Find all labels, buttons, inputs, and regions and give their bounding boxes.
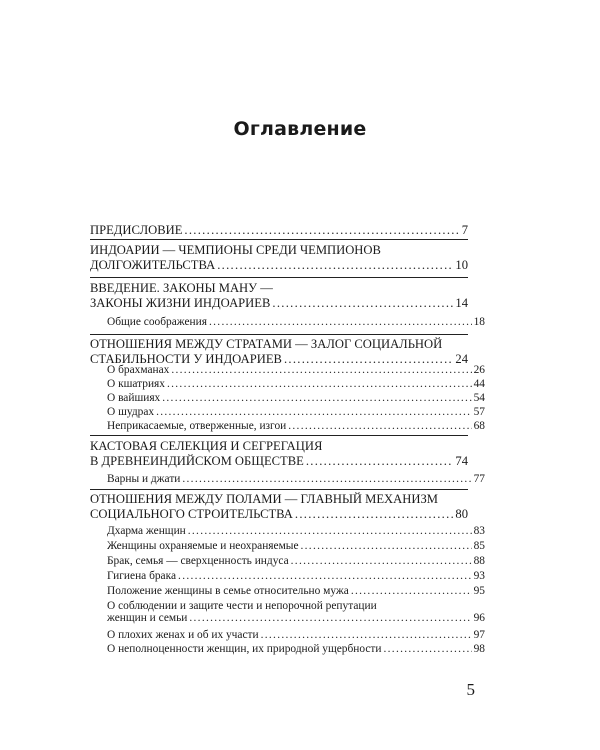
- toc-entry-title: Дхарма женщин: [107, 525, 186, 537]
- toc-entry-title-line: КАСТОВАЯ СЕЛЕКЦИЯ И СЕГРЕГАЦИЯ: [90, 439, 323, 453]
- toc-page-number: 88: [473, 555, 485, 567]
- toc-page-number: 18: [473, 316, 485, 328]
- toc-page-number: 96: [473, 612, 485, 624]
- toc-entry-preface[interactable]: [90, 223, 468, 238]
- leader-dots: [301, 540, 472, 552]
- toc-entry-title: Неприкасаемые, отверженные, изгои: [107, 420, 287, 432]
- toc-page-number: 85: [473, 540, 485, 552]
- toc-page-number: 93: [473, 570, 485, 582]
- toc-page-number: 80: [455, 507, 468, 521]
- toc-entry-title: Общие соображения: [107, 316, 207, 328]
- leader-dots: [295, 507, 454, 522]
- leader-dots: [182, 473, 471, 485]
- toc-entry-title-line: О соблюдении и защите чести и непорочной репутации: [107, 600, 377, 612]
- toc-subentry-shudras[interactable]: [90, 406, 485, 418]
- section-divider: [90, 239, 468, 240]
- leader-dots: [272, 296, 453, 311]
- leader-dots: [384, 643, 472, 655]
- toc-page-number: 77: [473, 473, 485, 485]
- toc-page-number: 44: [473, 378, 485, 390]
- leader-dots: [178, 570, 472, 582]
- toc-entry-title: О неполноценности женщин, их природной ущербности: [107, 643, 382, 655]
- leader-dots: [184, 223, 459, 238]
- toc-subentry-untouchables[interactable]: [90, 420, 485, 432]
- toc-entry-title-line: ОТНОШЕНИЯ МЕЖДУ ПОЛАМИ — ГЛАВНЫЙ МЕХАНИЗМ: [90, 492, 438, 506]
- toc-entry-title: ДОЛГОЖИТЕЛЬСТВА: [90, 258, 216, 272]
- leader-dots: [306, 454, 454, 469]
- toc-page-number: 74: [455, 454, 468, 468]
- toc-page-number: 68: [473, 420, 485, 432]
- leader-dots: [189, 612, 471, 624]
- toc-subentry-kshatriyas[interactable]: [90, 378, 485, 390]
- contents-heading: Оглавление: [233, 118, 367, 140]
- toc-entry-title: СОЦИАЛЬНОГО СТРОИТЕЛЬСТВА: [90, 507, 293, 521]
- toc-entry-title-line: ВВЕДЕНИЕ. ЗАКОНЫ МАНУ —: [90, 281, 273, 295]
- toc-subentry-varnas-jatis[interactable]: [90, 473, 485, 485]
- toc-subentry-marriage-hygiene[interactable]: [90, 570, 485, 582]
- toc-page-number: 54: [473, 392, 485, 404]
- section-divider: [90, 277, 468, 278]
- toc-page-number: 95: [473, 585, 485, 597]
- toc-page-number: 98: [473, 643, 485, 655]
- toc-entry-title: О плохих женах и об их участи: [107, 629, 259, 641]
- toc-page-number: 14: [455, 296, 468, 310]
- toc-subentry-women-inferiority[interactable]: [90, 643, 485, 655]
- toc-subentry-woman-position[interactable]: [90, 585, 485, 597]
- leader-dots: [288, 420, 471, 432]
- toc-page-number: 83: [473, 525, 485, 537]
- leader-dots: [167, 378, 472, 390]
- toc-entry-title: О шудрах: [107, 406, 155, 418]
- toc-entry-title: Положение женщины в семье относительно мужа: [107, 585, 349, 597]
- leader-dots: [156, 406, 472, 418]
- section-divider: [90, 489, 468, 490]
- toc-entry-title-line: ИНДОАРИИ — ЧЕМПИОНЫ СРЕДИ ЧЕМПИОНОВ: [90, 243, 381, 257]
- toc-page-number: 97: [473, 629, 485, 641]
- toc-entry-title: Женщины охраняемые и неохраняемые: [107, 540, 299, 552]
- leader-dots: [188, 525, 472, 537]
- section-divider: [90, 334, 468, 335]
- toc-entry-title: О кшатриях: [107, 378, 165, 390]
- leader-dots: [162, 392, 471, 404]
- page-number: 5: [466, 680, 475, 699]
- toc-entry-gender-relations[interactable]: [90, 492, 468, 522]
- toc-subentry-brahmins[interactable]: [90, 364, 485, 376]
- leader-dots: [351, 585, 472, 597]
- toc-subentry-womens-dharma[interactable]: [90, 525, 485, 537]
- toc-subentry-honor-reputation[interactable]: [90, 600, 485, 624]
- toc-page-number: 26: [473, 364, 485, 376]
- leader-dots: [171, 364, 471, 376]
- toc-entry-title: женщин и семьи: [107, 612, 188, 624]
- toc-entry-title: О вайшиях: [107, 392, 161, 404]
- toc-entry-title: ПРЕДИСЛОВИЕ: [90, 223, 183, 237]
- leader-dots: [217, 258, 453, 273]
- toc-entry-strata-relations[interactable]: [90, 337, 468, 367]
- toc-subentry-bad-wives[interactable]: [90, 629, 485, 641]
- toc-entry-title: Варны и джати: [107, 473, 181, 485]
- leader-dots: [209, 316, 472, 328]
- leader-dots: [261, 629, 472, 641]
- toc-entry-caste-selection[interactable]: [90, 439, 468, 469]
- toc-entry-indoarians-champions[interactable]: [90, 243, 468, 273]
- toc-entry-title: Брак, семья — сверхценность индуса: [107, 555, 289, 567]
- toc-subentry-marriage-family[interactable]: [90, 555, 485, 567]
- toc-subentry-vaishyas[interactable]: [90, 392, 485, 404]
- toc-page-number: 57: [473, 406, 485, 418]
- toc-subentry-general-considerations[interactable]: [90, 316, 485, 328]
- toc-subentry-protected-women[interactable]: [90, 540, 485, 552]
- toc-entry-title: Гигиена брака: [107, 570, 177, 582]
- toc-page-number: 10: [455, 258, 468, 272]
- toc-entry-title: О брахманах: [107, 364, 170, 376]
- toc-entry-title: СТАБИЛЬНОСТИ У ИНДОАРИЕВ: [90, 352, 282, 366]
- section-divider: [90, 435, 468, 436]
- toc-page-number: 7: [461, 223, 468, 237]
- toc-entry-title: ЗАКОНЫ ЖИЗНИ ИНДОАРИЕВ: [90, 296, 271, 310]
- toc-page-number: 24: [455, 352, 468, 366]
- leader-dots: [291, 555, 472, 567]
- toc-entry-title: В ДРЕВНЕИНДИЙСКОМ ОБЩЕСТВЕ: [90, 454, 304, 468]
- toc-entry-introduction[interactable]: [90, 281, 468, 311]
- toc-entry-title-line: ОТНОШЕНИЯ МЕЖДУ СТРАТАМИ — ЗАЛОГ СОЦИАЛЬНОЙ: [90, 337, 443, 351]
